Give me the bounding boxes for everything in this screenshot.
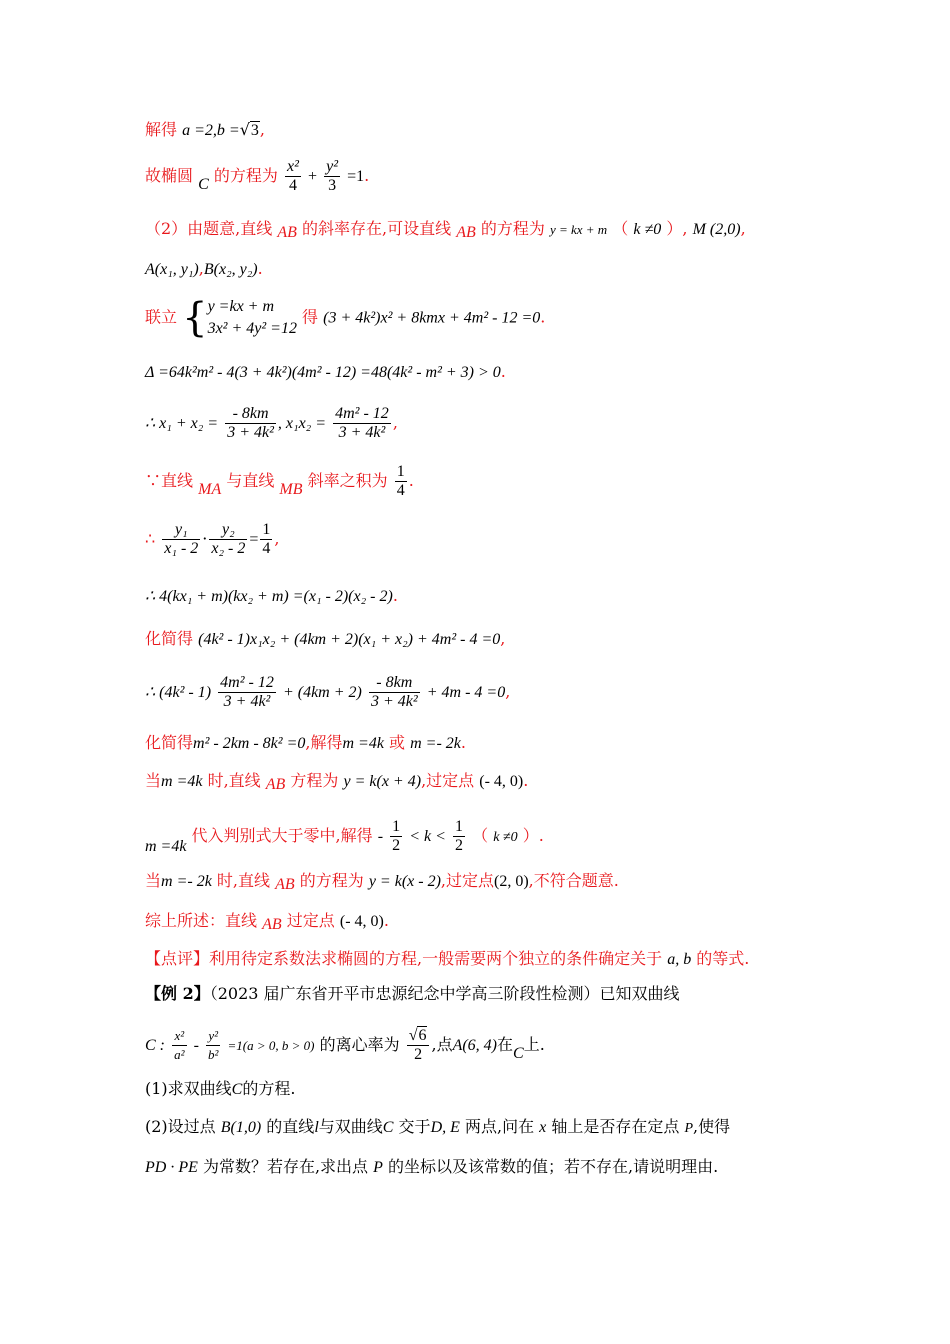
math: =1(a > 0, b > 0) — [227, 1038, 315, 1053]
math: AB — [265, 776, 286, 793]
punct: , — [505, 682, 511, 701]
math: MB — [279, 481, 303, 498]
denominator: 2 — [455, 837, 464, 854]
punct: , — [740, 219, 746, 238]
text: 的方程. — [242, 1079, 296, 1098]
numerator: - 8km — [225, 405, 276, 424]
numerator: y₁ — [162, 521, 200, 540]
solution-line-5 — [145, 296, 545, 340]
equation-system — [208, 296, 297, 340]
denominator: 4 — [262, 540, 271, 557]
fraction — [225, 405, 276, 442]
punct: , — [500, 629, 506, 648]
numerator: 4m² - 12 — [220, 674, 274, 691]
problem-statement — [145, 1027, 545, 1064]
solution-line-6 — [145, 361, 506, 384]
solution-line-11 — [145, 628, 505, 651]
punct: , — [198, 259, 204, 278]
text: 斜率之积为 — [307, 471, 388, 490]
text: ）. — [522, 826, 544, 845]
text: （ — [612, 219, 629, 238]
numerator: x² — [172, 1027, 186, 1046]
text: 的离心率为 — [319, 1035, 400, 1054]
text: 与双曲线 — [318, 1117, 383, 1136]
fraction — [453, 818, 465, 855]
denominator: 2 — [392, 837, 401, 854]
text: (1)求双曲线 — [145, 1079, 232, 1098]
math: k ≠0 — [493, 830, 518, 845]
solution-line-9 — [145, 521, 280, 558]
text: 的方程为 — [213, 166, 278, 185]
fraction — [395, 463, 407, 500]
example-source: （2023 届广东省开平市忠源纪念中学高三阶段性检测）已知双曲线 — [209, 984, 680, 1003]
numerator: 1 — [392, 818, 401, 835]
question-2-cont — [145, 1156, 718, 1179]
text: 的直线 — [266, 1117, 315, 1136]
text: 交于 — [398, 1117, 431, 1136]
fraction — [260, 521, 272, 558]
text: 化简得 — [145, 733, 194, 752]
math: x — [539, 1119, 547, 1136]
solution-line-12 — [145, 674, 510, 711]
punct: . — [500, 362, 506, 381]
denominator: a² — [174, 1047, 185, 1062]
text: (2)设过点 — [145, 1117, 216, 1136]
text: ∵直线 — [145, 471, 194, 490]
fraction — [369, 674, 420, 711]
math: + (4km + 2) — [282, 684, 362, 701]
minus: - — [193, 1037, 199, 1054]
punct: , — [274, 529, 280, 548]
text: 代入判别式大于零中,解得 — [191, 826, 373, 845]
text: 当 — [145, 871, 162, 890]
math: + 4m - 4 =0 — [426, 684, 506, 701]
math: AB — [277, 224, 297, 241]
math: C — [513, 1045, 524, 1062]
text: 时,直线 — [216, 871, 270, 890]
text: ,过定点 — [440, 871, 495, 890]
text: ,不符合题意. — [528, 871, 619, 890]
math: < k < — [409, 828, 446, 845]
math: m =- 2k — [161, 873, 212, 890]
solution-line-8 — [145, 463, 414, 500]
text: 联立 — [145, 307, 178, 327]
punct: . — [540, 307, 546, 327]
denominator: 3 + 4k² — [227, 424, 274, 441]
fraction — [407, 1027, 430, 1064]
punct: . — [408, 471, 414, 490]
math: PD · PE — [145, 1159, 198, 1176]
numerator — [407, 1027, 430, 1046]
dot: · — [202, 529, 208, 548]
comment-text: 的等式. — [696, 949, 750, 968]
text: 当 — [145, 771, 162, 790]
sqrt: √6 — [408, 1027, 427, 1044]
math: (4k² - 1)x₁x₂ + (4km + 2)(x₁ + x₂) + 4m² - 4 =0 — [198, 631, 501, 648]
numerator: y² — [206, 1027, 220, 1046]
solution-line-4 — [145, 258, 263, 281]
text: 轴上是否存在定点 — [551, 1117, 680, 1136]
numerator: 1 — [396, 463, 405, 480]
comment-line — [145, 948, 749, 971]
math: k ≠0 — [633, 221, 662, 238]
denominator: x₁ - 2 — [164, 540, 199, 557]
fraction — [209, 521, 247, 558]
text: 化简得 — [145, 629, 194, 648]
math: m =4k — [145, 838, 187, 855]
math: B(x₂, y₂) — [203, 261, 258, 278]
math: M (2,0) — [692, 221, 741, 238]
denominator: 3 + 4k² — [223, 693, 271, 710]
fraction — [324, 158, 340, 195]
punct: . — [392, 586, 398, 605]
text: 过定点 — [286, 911, 335, 930]
math: Δ =64k²m² - 4(3 + 4k²)(4m² - 12) =48(4k² - m² + 3) > 0 — [145, 364, 501, 381]
question-1 — [145, 1078, 295, 1101]
math: C — [231, 1081, 243, 1098]
math: AB — [275, 876, 295, 893]
question-2 — [145, 1116, 730, 1140]
math: AB — [262, 916, 282, 933]
numerator: - 8km — [369, 674, 420, 693]
math: y = k(x - 2) — [368, 873, 441, 890]
math: P — [373, 1159, 383, 1176]
numerator: 1 — [455, 818, 464, 835]
math: y = kx + m — [549, 222, 608, 237]
text: 的方程为 — [480, 219, 545, 238]
plus: + — [307, 168, 318, 185]
text: 得 — [302, 307, 319, 327]
math: m =4k — [161, 773, 203, 790]
sqrt: √3 — [239, 120, 259, 139]
math: A(6, 4) — [452, 1037, 498, 1054]
math: a =2,b = — [182, 122, 240, 139]
math: l — [314, 1119, 319, 1136]
numerator: y² — [326, 158, 339, 175]
math: B(1,0) — [220, 1119, 262, 1136]
text: 与直线 — [226, 471, 275, 490]
text: 或 — [389, 733, 406, 752]
punct: . — [257, 259, 263, 278]
left-brace: { — [182, 295, 208, 341]
solution-line-15 — [145, 818, 544, 855]
math: A(x₁, y₁) — [145, 261, 199, 278]
point: (- 4, 0) — [479, 773, 524, 790]
punct: , — [259, 120, 265, 139]
math: m =- 2k — [410, 735, 461, 752]
equation: 3x² + 4y² =12 — [207, 320, 297, 337]
text: ,点 — [431, 1035, 453, 1054]
solution-line-1 — [145, 119, 265, 142]
solution-line-7 — [145, 405, 398, 442]
text: 故椭圆 — [145, 166, 194, 185]
math: C : — [145, 1037, 165, 1054]
math: AB — [456, 224, 476, 241]
radicand: 6 — [418, 1027, 427, 1044]
solution-line-2 — [145, 158, 369, 195]
fraction — [333, 405, 391, 442]
text: ,解得 — [305, 733, 343, 752]
denominator: 2 — [414, 1046, 423, 1063]
text: （2）由题意,直线 — [145, 219, 273, 238]
text: 的坐标以及该常数的值；若不存在,请说明理由. — [388, 1157, 719, 1176]
math: P — [684, 1121, 694, 1136]
equals: = — [249, 531, 259, 548]
math: (3 + 4k²)x² + 8kmx + 4m² - 12 =0 — [323, 309, 541, 327]
math: MA — [198, 481, 222, 498]
fraction — [172, 1027, 186, 1064]
solution-line-17 — [145, 910, 389, 933]
solution-line-14 — [145, 770, 528, 793]
numerator: y₂ — [209, 521, 247, 540]
math: m =4k — [342, 735, 384, 752]
math: C — [198, 176, 209, 193]
minus: - — [377, 828, 384, 845]
fraction — [285, 158, 301, 195]
text: ,使得 — [693, 1117, 731, 1136]
solution-line-3 — [145, 218, 746, 241]
numerator: x² — [286, 158, 299, 175]
example-label: 【例 2】 — [145, 984, 210, 1003]
math: m² - 2km - 8k² =0 — [193, 735, 306, 752]
numerator: 1 — [262, 521, 271, 538]
math: , x₁x₂ = — [277, 415, 327, 432]
fraction — [218, 674, 276, 711]
fraction — [206, 1027, 220, 1064]
text: ,过定点 — [421, 771, 475, 790]
denominator: x₂ - 2 — [211, 540, 246, 557]
text: ）, — [666, 219, 688, 238]
numerator: 4m² - 12 — [335, 405, 389, 422]
comment-text: 【点评】利用待定系数法求椭圆的方程,一般需要两个独立的条件确定关于 — [145, 949, 663, 968]
text: 方程为 — [290, 771, 339, 790]
text: 为常数？若存在,求出点 — [202, 1157, 369, 1176]
denominator: 4 — [288, 177, 297, 194]
math: D, E — [430, 1119, 460, 1136]
math: ∴ x₁ + x₂ = — [145, 415, 219, 432]
denominator: 3 + 4k² — [370, 693, 418, 710]
text: （ — [472, 826, 489, 845]
solution-line-13 — [145, 732, 466, 755]
example-heading — [145, 983, 680, 1005]
text: 两点,问在 — [464, 1117, 535, 1136]
denominator: b² — [208, 1047, 219, 1062]
math: ∴ (4k² - 1) — [145, 684, 212, 701]
denominator: 4 — [396, 482, 405, 499]
punct: . — [460, 733, 466, 752]
denominator: 3 + 4k² — [338, 424, 386, 441]
text: 上. — [523, 1035, 545, 1054]
math: =1 — [347, 168, 365, 185]
punct: . — [383, 911, 389, 930]
radicand: 3 — [250, 122, 259, 139]
therefore: ∴ — [145, 529, 156, 548]
fraction — [390, 818, 402, 855]
point: (2, 0) — [494, 873, 529, 890]
text: 时,直线 — [207, 771, 261, 790]
equation: y =kx + m — [207, 298, 275, 315]
math: a, b — [667, 951, 692, 968]
text: 的斜率存在,可设直线 — [302, 219, 452, 238]
fraction — [162, 521, 200, 558]
solution-line-10 — [145, 585, 398, 608]
punct: . — [364, 166, 370, 185]
solution-line-16 — [145, 870, 619, 893]
math: C — [382, 1119, 394, 1136]
punct: , — [392, 413, 398, 432]
text: 的方程为 — [299, 871, 364, 890]
denominator: 3 — [328, 177, 337, 194]
text: 综上所述：直线 — [145, 911, 258, 930]
text: 解得 — [145, 120, 178, 139]
point: (- 4, 0) — [339, 913, 384, 930]
punct: . — [523, 771, 529, 790]
math: y = k(x + 4) — [343, 773, 422, 790]
math: ∴ 4(kx₁ + m)(kx₂ + m) =(x₁ - 2)(x₂ - 2) — [145, 588, 393, 605]
text: 在 — [497, 1035, 514, 1054]
